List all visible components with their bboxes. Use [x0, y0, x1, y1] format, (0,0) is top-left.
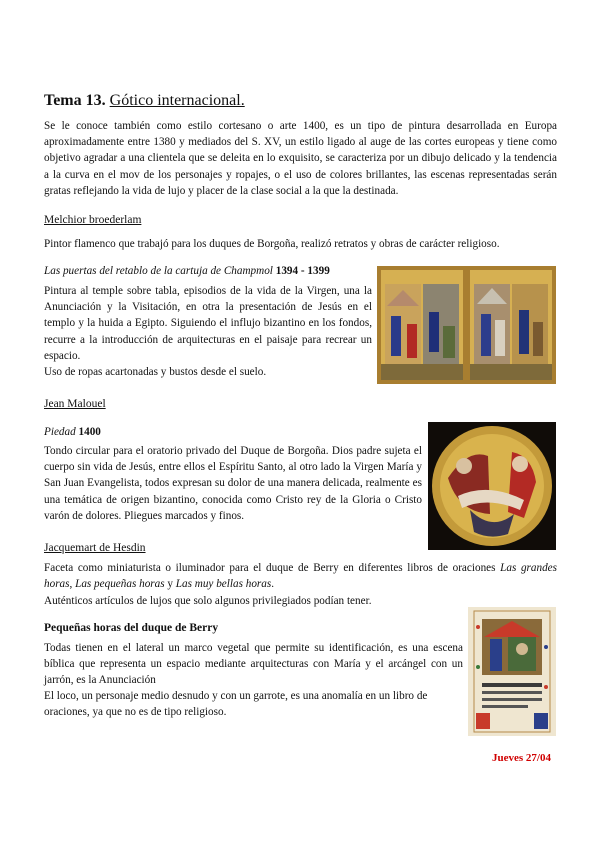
- page-title: [44, 92, 245, 110]
- hesdin-sep-2: y: [164, 578, 176, 591]
- malouel-work-line: [44, 424, 244, 440]
- footer-date: Jueves 27/04: [492, 752, 551, 764]
- melchior-description: Pintor flamenco que trabajó para los duques de Borgoña, realizó retratos y obras de carácter religioso.: [44, 238, 500, 250]
- berry-body-2: El loco, un personaje medio desnudo y con un garrote, es una anomalía en un libro de oraciones, ya que no es de tipo religioso.: [44, 690, 428, 719]
- champmol-altarpiece-image: [377, 266, 556, 384]
- title-subtitle: Gótico internacional.: [109, 92, 245, 109]
- melchior-work-line: [44, 263, 374, 279]
- malouel-body: Tondo circular para el oratorio privado del Duque de Borgoña. Dios padre sujeta el cuerpo sin vida de Jesús, entre ellos el Espíritu Santo, al otro lado la Virgen María y San Juan Evangelista, todos expresan su dolor de una manera delicada, realmente es una temática de origen bizantino, conocida como Cristo rey de la Gloria o Cristo varón de dolores. Pliegues marcados y finos.: [44, 445, 422, 522]
- hesdin-body-text: Faceta como miniaturista o iluminador para el duque de Berry en diferentes libros de oraciones: [44, 562, 501, 574]
- title-number: Tema 13.: [44, 92, 106, 109]
- melchior-work-date: 1394 - 1399: [275, 265, 330, 277]
- malouel-heading: Jean Malouel: [44, 398, 106, 410]
- hesdin-sep-1: ,: [69, 578, 76, 591]
- hesdin-book-3: Las muy bellas horas: [175, 578, 272, 591]
- melchior-heading: Melchior broederlam: [44, 214, 142, 226]
- hesdin-book-2: Las pequeñas horas: [75, 578, 165, 591]
- hesdin-heading: Jacquemart de Hesdin: [44, 542, 146, 554]
- malouel-work-title: Piedad: [44, 426, 76, 438]
- petites-heures-image: [468, 607, 556, 736]
- hesdin-body: [44, 560, 557, 592]
- hesdin-body-2: Auténticos artículos de lujos que solo algunos privilegiados podían tener.: [44, 595, 372, 607]
- intro-paragraph: Se le conoce también como estilo cortesano o arte 1400, es un tipo de pintura desarrollada en Europa aproximadamente entre 1380 y mediados del S. XV, un estilo ligado al auge de las cortes europeas y tiene como objetivo agradar a una clientela que se deleita en lo exquisito, se caracteriza por un dibujo delicado y la tendencia a la curva en el mov de los personajes y ropajes, o el uso de colores brillantes, las escenas representadas serán gratas reflejando la vida de lujo y placer de la clase social a la que la destinada.: [44, 120, 557, 197]
- berry-body: Todas tienen en el lateral un marco vegetal que permite su identificación, es una escena bíblica que representa un espacio mediante arquitecturas con María y el arcángel con un jarrón, es la Anunciación: [44, 642, 463, 687]
- hesdin-end: .: [271, 578, 275, 591]
- hesdin-book-1: Las grandes horas: [44, 562, 558, 591]
- melchior-body-2: Uso de ropas acartonadas y bustos desde el suelo.: [44, 366, 267, 378]
- berry-subheading: Pequeñas horas del duque de Berry: [44, 622, 219, 634]
- melchior-work-title: Las puertas del retablo de la cartuja de Champmol: [44, 265, 273, 277]
- malouel-work-date: 1400: [78, 426, 101, 438]
- piedad-tondo-image: [428, 422, 556, 550]
- melchior-body: Pintura al temple sobre tabla, episodios de la vida de la Virgen, una la Anunciación y la Visitación, en otra la presentación de Jesús en el templo y la huida a Egipto. Siguiendo el influjo bizantino en los fondos, recurre a la introducción de arquitecturas en el paisaje para recrear un espacio.: [44, 285, 372, 362]
